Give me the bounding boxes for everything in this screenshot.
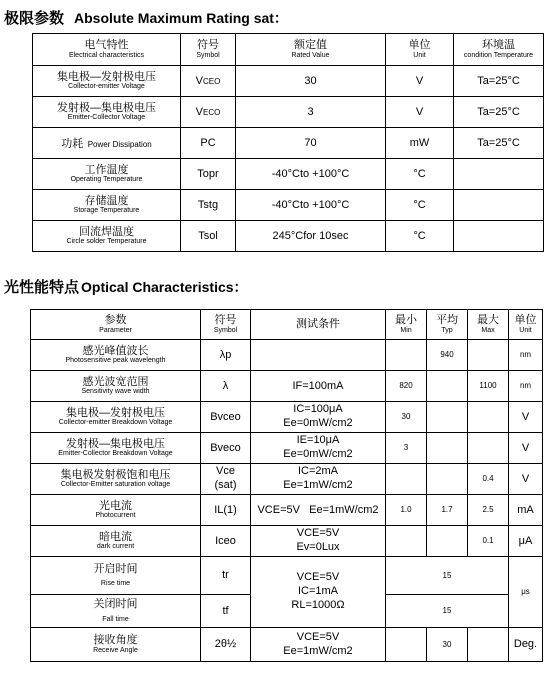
condition-cell: VCE=5V Ee=1mW/cm2: [251, 495, 386, 526]
condition-cell: Ta=25°C: [454, 97, 544, 128]
header-cell: 最小 Min: [386, 310, 427, 340]
param-cell: 开启时间 Rise time: [31, 557, 201, 595]
condition-cell: [454, 221, 544, 252]
value-cell: 3: [236, 97, 386, 128]
unit-cell: mW: [386, 128, 454, 159]
param-cell: 存储温度 Storage Temperature: [33, 190, 181, 221]
unit-cell: V: [509, 464, 543, 495]
unit-cell: V: [386, 97, 454, 128]
symbol-cell: 2θ½: [201, 628, 251, 662]
symbol-cell: Bvceo: [201, 402, 251, 433]
param-cell: 发射极—集电极电压 Emitter-Collector Voltage: [33, 97, 181, 128]
unit-cell: Deg.: [509, 628, 543, 662]
param-cell: 功耗 Power Dissipation: [33, 128, 181, 159]
table-row: [33, 128, 544, 159]
table-row: [31, 402, 543, 433]
max-cell: [468, 628, 509, 662]
unit-cell: μs: [509, 557, 543, 628]
min-cell: 1.0: [386, 495, 427, 526]
condition-cell: VCE=5V Ee=1mW/cm2: [251, 628, 386, 662]
header-cell: 测试条件: [251, 310, 386, 340]
symbol-cell: VECO: [181, 97, 236, 128]
section-title-en: Absolute Maximum Rating sat：: [74, 10, 288, 26]
typ-cell: [427, 371, 468, 402]
section-title-optical: [4, 276, 248, 297]
typ-cell: [427, 464, 468, 495]
symbol-cell: Iceo: [201, 526, 251, 557]
min-cell: 3: [386, 433, 427, 464]
max-cell: 1100: [468, 371, 509, 402]
section-title-en: Optical Characteristics：: [81, 279, 248, 295]
value-cell: 70: [236, 128, 386, 159]
condition-cell: IC=2mA Ee=1mW/cm2: [251, 464, 386, 495]
optical-characteristics-table: [30, 309, 543, 662]
table-row: [31, 557, 543, 595]
min-cell: [386, 526, 427, 557]
table-row: [33, 190, 544, 221]
table-header-row: [31, 310, 543, 340]
header-cell: 单位 Unit: [509, 310, 543, 340]
section-title-cn: 极限参数: [4, 10, 65, 27]
table-row: [31, 433, 543, 464]
table-row: [33, 159, 544, 190]
param-cell: 发射极—集电极电压 Emitter-Collector Breakdown Voltage: [31, 433, 201, 464]
param-cell: 感光峰值波长 Photosensitive peak wavelength: [31, 340, 201, 371]
table-row: [31, 628, 543, 662]
header-cell: 平均 Typ: [427, 310, 468, 340]
header-cell: 环境温 condition Temperature: [454, 34, 544, 66]
table-row: [31, 526, 543, 557]
section-title-cn: 光性能特点: [4, 279, 80, 296]
typ-cell: [427, 433, 468, 464]
min-cell: [386, 340, 427, 371]
unit-cell: nm: [509, 340, 543, 371]
typ-cell: 940: [427, 340, 468, 371]
symbol-cell: λp: [201, 340, 251, 371]
condition-cell: IC=100μA Ee=0mW/cm2: [251, 402, 386, 433]
header-cell: 电气特性 Electrical characteristics: [33, 34, 181, 66]
unit-cell: V: [386, 66, 454, 97]
symbol-cell: Vce (sat): [201, 464, 251, 495]
param-cell: 感光波宽范围 Sensitivity wave width: [31, 371, 201, 402]
condition-cell: Ta=25°C: [454, 66, 544, 97]
condition-cell: IF=100mA: [251, 371, 386, 402]
unit-cell: V: [509, 433, 543, 464]
unit-cell: °C: [386, 190, 454, 221]
value-cell: -40°Cto +100°C: [236, 159, 386, 190]
param-cell: 暗电流 dark current: [31, 526, 201, 557]
max-cell: [468, 402, 509, 433]
typ-cell: 15: [386, 557, 509, 595]
table-row: [31, 464, 543, 495]
max-cell: 0.1: [468, 526, 509, 557]
condition-cell: [454, 190, 544, 221]
symbol-cell: λ: [201, 371, 251, 402]
unit-cell: °C: [386, 159, 454, 190]
unit-cell: nm: [509, 371, 543, 402]
typ-cell: 1.7: [427, 495, 468, 526]
condition-cell: VCE=5V IC=1mA RL=1000Ω: [251, 557, 386, 628]
condition-cell: [251, 340, 386, 371]
unit-cell: μA: [509, 526, 543, 557]
symbol-cell: tf: [201, 595, 251, 628]
absolute-max-table: [32, 33, 544, 252]
symbol-cell: IL(1): [201, 495, 251, 526]
symbol-cell: Bveco: [201, 433, 251, 464]
typ-cell: [427, 526, 468, 557]
symbol-cell: Topr: [181, 159, 236, 190]
header-cell: 参数 Parameter: [31, 310, 201, 340]
symbol-cell: tr: [201, 557, 251, 595]
symbol-cell: Tstg: [181, 190, 236, 221]
unit-cell: °C: [386, 221, 454, 252]
condition-cell: [454, 159, 544, 190]
typ-cell: 15: [386, 595, 509, 628]
max-cell: 0.4: [468, 464, 509, 495]
header-cell: 最大 Max: [468, 310, 509, 340]
typ-cell: [427, 402, 468, 433]
param-cell: 集电极发射极饱和电压 Collector-Emitter saturation voltage: [31, 464, 201, 495]
min-cell: [386, 464, 427, 495]
min-cell: 820: [386, 371, 427, 402]
min-cell: [386, 628, 427, 662]
value-cell: 245°Cfor 10sec: [236, 221, 386, 252]
header-cell: 单位 Unit: [386, 34, 454, 66]
param-cell: 光电流 Photocurrent: [31, 495, 201, 526]
table-row: [33, 221, 544, 252]
table-row: [33, 97, 544, 128]
header-cell: 额定值 Rated Value: [236, 34, 386, 66]
param-cell: 集电极—发射极电压 Collector-emitter Breakdown Voltage: [31, 402, 201, 433]
symbol-cell: VCEO: [181, 66, 236, 97]
param-cell: 接收角度 Receive Angle: [31, 628, 201, 662]
symbol-cell: PC: [181, 128, 236, 159]
header-cell: 符号 Symbol: [201, 310, 251, 340]
value-cell: 30: [236, 66, 386, 97]
max-cell: [468, 340, 509, 371]
max-cell: [468, 433, 509, 464]
table-row: [31, 340, 543, 371]
param-cell: 集电极—发射极电压 Collector-emitter Voltage: [33, 66, 181, 97]
condition-cell: Ta=25°C: [454, 128, 544, 159]
value-cell: -40°Cto +100°C: [236, 190, 386, 221]
unit-cell: V: [509, 402, 543, 433]
param-cell: 关闭时间 Fall time: [31, 595, 201, 628]
param-cell: 回流焊温度 Circle solder Temperature: [33, 221, 181, 252]
condition-cell: IE=10μA Ee=0mW/cm2: [251, 433, 386, 464]
table-row: [31, 371, 543, 402]
max-cell: 2.5: [468, 495, 509, 526]
table-row: [33, 66, 544, 97]
table-header-row: [33, 34, 544, 66]
symbol-cell: Tsol: [181, 221, 236, 252]
unit-cell: mA: [509, 495, 543, 526]
section-title-absolute-max: [4, 7, 288, 28]
param-cell: 工作温度 Operating Temperature: [33, 159, 181, 190]
header-cell: 符号 Symbol: [181, 34, 236, 66]
table-row: [31, 495, 543, 526]
min-cell: 30: [386, 402, 427, 433]
condition-cell: VCE=5V Ev=0Lux: [251, 526, 386, 557]
typ-cell: 30: [427, 628, 468, 662]
